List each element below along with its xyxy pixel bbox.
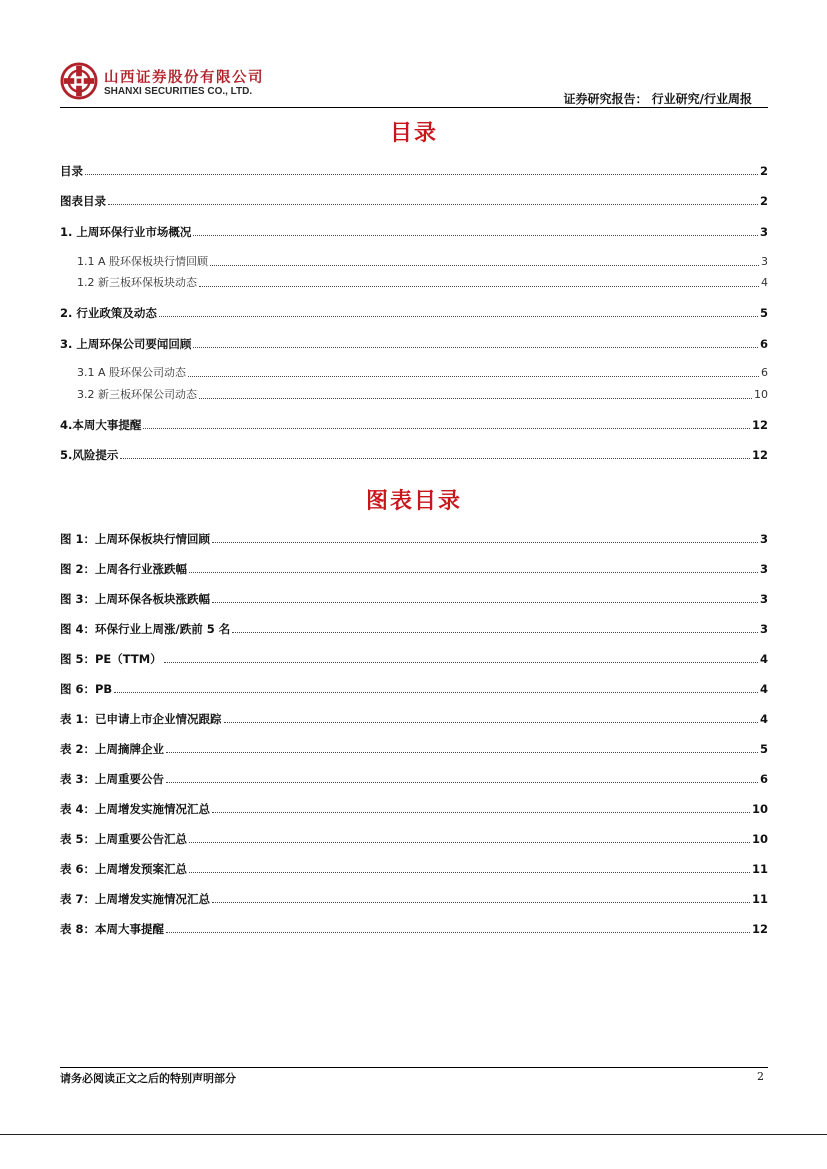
- figure-entry-page: 10: [751, 802, 768, 816]
- toc-entry-page: 4: [761, 276, 768, 289]
- figure-entry-page: 3: [759, 562, 768, 576]
- toc-entry[interactable]: [60, 417, 768, 433]
- figure-entry-label: 表 6：上周增发预案汇总: [60, 862, 188, 876]
- toc-entry[interactable]: [60, 163, 768, 179]
- toc-entry-page: 12: [751, 448, 768, 462]
- toc-entry[interactable]: [60, 224, 768, 240]
- toc-title: 目录: [389, 121, 438, 146]
- toc-leader: [224, 721, 758, 723]
- toc-leader: [108, 203, 758, 205]
- page-bottom-divider: [0, 1134, 827, 1135]
- figure-entry[interactable]: [60, 771, 768, 787]
- toc-entry-page: 10: [754, 388, 768, 401]
- shanxi-securities-logo-icon: [60, 62, 98, 100]
- report-type: 证券研究报告： 行业研究/行业周报: [563, 92, 752, 106]
- figure-entry[interactable]: [60, 741, 768, 757]
- toc-subentry[interactable]: [77, 387, 768, 403]
- toc-leader: [166, 931, 750, 933]
- figure-entry[interactable]: [60, 531, 768, 547]
- toc-entry-page: 5: [759, 306, 768, 320]
- figure-entry-page: 5: [759, 742, 768, 756]
- toc-leader: [85, 173, 758, 175]
- toc-entry-label: 1. 上周环保行业市场概况: [60, 225, 192, 239]
- toc-entry-label: 2. 行业政策及动态: [60, 306, 157, 320]
- figures-title: 图表目录: [365, 489, 462, 514]
- figure-entry-page: 3: [759, 622, 768, 636]
- toc-leader: [164, 661, 758, 663]
- figure-entry[interactable]: [60, 861, 768, 877]
- toc-leader: [212, 601, 758, 603]
- toc-leader: [114, 691, 758, 693]
- toc-entry[interactable]: [60, 336, 768, 352]
- toc-subentry[interactable]: [77, 275, 768, 291]
- figure-entry-page: 12: [751, 922, 768, 936]
- figure-entry-page: 4: [759, 652, 768, 666]
- figure-entry[interactable]: [60, 681, 768, 697]
- toc-leader: [232, 631, 758, 633]
- toc-entry-page: 12: [751, 418, 768, 432]
- toc-entry-label: 5.风险提示: [60, 448, 119, 462]
- figure-entry-label: 表 5：上周重要公告汇总: [60, 832, 188, 846]
- figure-entry-label: 图 2：上周各行业涨跌幅: [60, 562, 188, 576]
- toc-leader: [212, 811, 750, 813]
- figure-entry[interactable]: [60, 801, 768, 817]
- toc-entry-label: 1.2 新三板环保板块动态: [77, 276, 197, 289]
- company-name-en: SHANXI SECURITIES CO., LTD.: [104, 86, 253, 97]
- page-header: [60, 60, 768, 108]
- figure-entry-label: 图 1：上周环保板块行情回顾: [60, 532, 211, 546]
- toc-entry-page: 3: [759, 225, 768, 239]
- toc-entry[interactable]: [60, 193, 768, 209]
- toc-leader: [189, 571, 758, 573]
- header-divider: [60, 107, 768, 108]
- figure-entry-page: 3: [759, 532, 768, 546]
- disclaimer-note: 请务必阅读正文之后的特别声明部分: [60, 1072, 236, 1085]
- toc-entry-page: 6: [761, 366, 768, 379]
- figure-entry-label: 图 5：PE（TTM）: [60, 652, 162, 666]
- toc-entry[interactable]: [60, 447, 768, 463]
- figure-entry-label: 图 3：上周环保各板块涨跌幅: [60, 592, 211, 606]
- figure-entry-label: 图 4：环保行业上周涨/跌前 5 名: [60, 622, 231, 636]
- figure-entry[interactable]: [60, 621, 768, 637]
- company-name-cn: 山西证券股份有限公司: [104, 70, 264, 86]
- toc-leader: [120, 457, 750, 459]
- toc-entry-page: 6: [759, 337, 768, 351]
- toc-entry-label: 1.1 A 股环保板块行情回顾: [77, 255, 209, 268]
- toc-entry-label: 目录: [60, 164, 83, 178]
- figure-entry-label: 表 3：上周重要公告: [60, 772, 165, 786]
- figure-entry[interactable]: [60, 561, 768, 577]
- figure-entry-label: 图 6：PB: [60, 682, 113, 696]
- toc-leader: [159, 315, 758, 317]
- figure-entry-page: 4: [759, 712, 768, 726]
- figure-entry-page: 3: [759, 592, 768, 606]
- figure-entry[interactable]: [60, 591, 768, 607]
- toc-leader: [189, 841, 750, 843]
- toc-leader: [166, 751, 758, 753]
- toc-leader: [193, 234, 758, 236]
- toc-entry-label: 3.1 A 股环保公司动态: [77, 366, 187, 379]
- figure-entry[interactable]: [60, 711, 768, 727]
- figure-entry[interactable]: [60, 891, 768, 907]
- figure-entry-page: 4: [759, 682, 768, 696]
- figure-entry-label: 表 8：本周大事提醒: [60, 922, 165, 936]
- toc-entry-page: 3: [761, 255, 768, 268]
- toc-leader: [210, 264, 759, 266]
- toc-leader: [166, 781, 758, 783]
- toc-entry-page: 2: [759, 164, 768, 178]
- figure-entry-page: 11: [751, 862, 768, 876]
- footer-divider: [60, 1067, 768, 1068]
- toc-leader: [212, 541, 758, 543]
- figure-entry[interactable]: [60, 651, 768, 667]
- figure-entry-label: 表 2：上周摘牌企业: [60, 742, 165, 756]
- toc-leader: [189, 871, 750, 873]
- toc-entry-label: 3. 上周环保公司要闻回顾: [60, 337, 192, 351]
- toc-entry[interactable]: [60, 305, 768, 321]
- toc-entry-label: 3.2 新三板环保公司动态: [77, 388, 197, 401]
- toc-leader: [188, 375, 759, 377]
- toc-entry-label: 图表目录: [60, 194, 106, 208]
- figure-entry-page: 11: [751, 892, 768, 906]
- figure-entry-page: 10: [751, 832, 768, 846]
- toc-leader: [199, 397, 752, 399]
- toc-subentry[interactable]: [77, 254, 768, 270]
- figure-entry-label: 表 4：上周增发实施情况汇总: [60, 802, 211, 816]
- figure-entry-page: 6: [759, 772, 768, 786]
- figure-entry-label: 表 1：已申请上市企业情况跟踪: [60, 712, 222, 726]
- figure-entry[interactable]: [60, 831, 768, 847]
- figure-entry[interactable]: [60, 921, 768, 937]
- toc-leader: [199, 285, 759, 287]
- toc-leader: [193, 346, 758, 348]
- toc-entry-label: 4.本周大事提醒: [60, 418, 142, 432]
- figure-entry-label: 表 7：上周增发实施情况汇总: [60, 892, 211, 906]
- toc-subentry[interactable]: [77, 365, 768, 381]
- page-number: 2: [757, 1070, 764, 1083]
- toc-leader: [212, 901, 750, 903]
- toc-entry-page: 2: [759, 194, 768, 208]
- toc-leader: [143, 427, 750, 429]
